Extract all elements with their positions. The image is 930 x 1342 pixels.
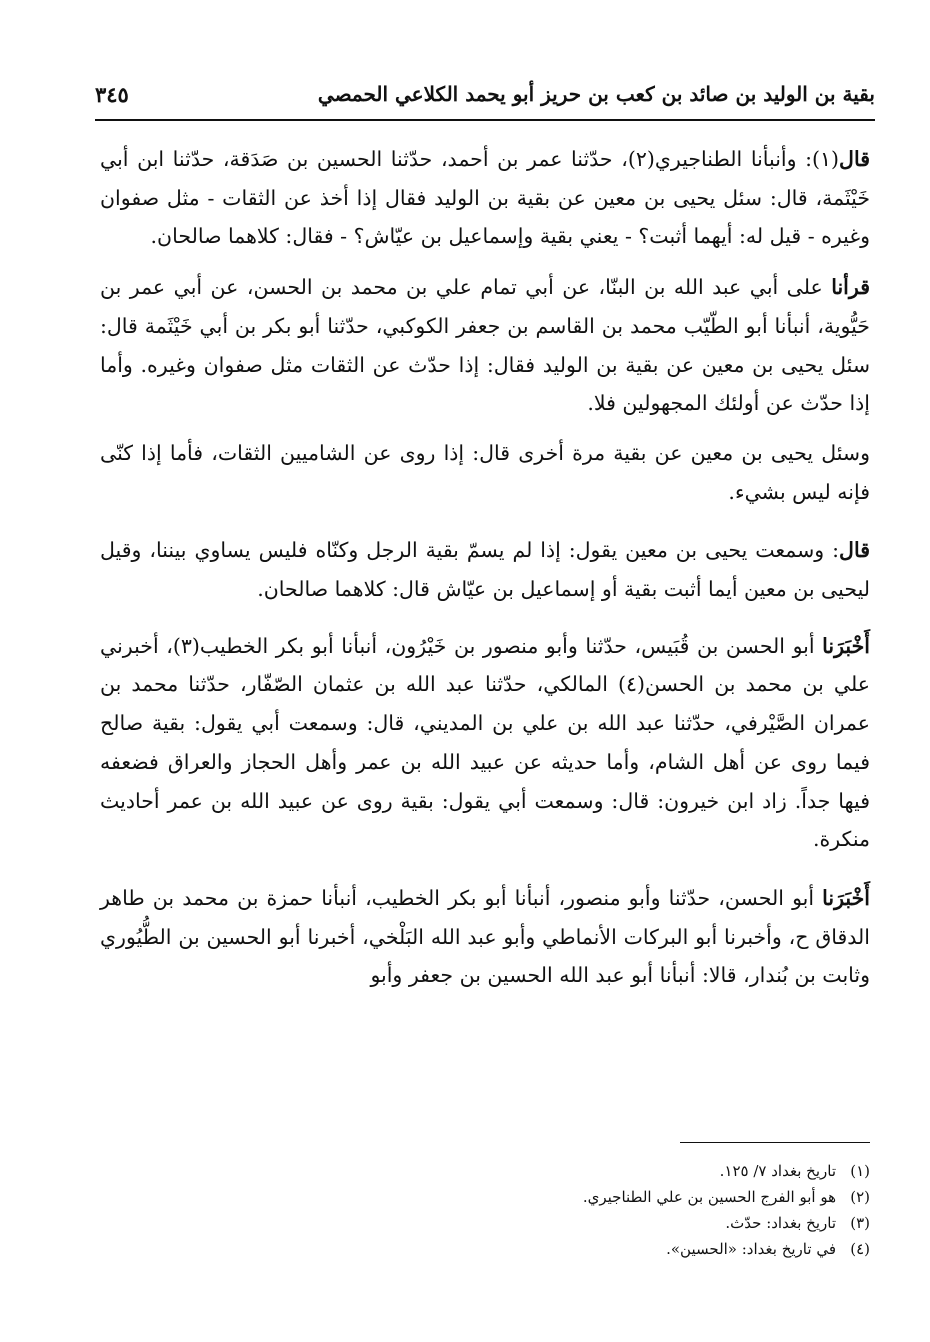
footnote-number: (٤) (850, 1240, 870, 1258)
footnote-text: هو أبو الفرج الحسين بن علي الطناجيري. (582, 1188, 836, 1206)
paragraph-3 (100, 434, 870, 511)
footnote-3 (100, 1210, 870, 1236)
paragraph-text: (١): وأنبأنا الطناجيري(٢)، حدّثنا عمر بن أحمد، حدّثنا الحسين بن صَدَقة، حدّثنا ابن أبي خَيْثَمة، قال: سئل يحيى بن معين عن بقية بن الوليد فقال إذا أخذ عن الثقات - مثل صفوان وغيره - قيل له: أيهما أثبت؟ - يعني بقية وإسماعيل بن عيّاش؟ - فقال: كلاهما صالحان. (100, 147, 870, 249)
header-title: بقية بن الوليد بن صائد بن كعب بن حريز أبو يحمد الكلاعي الحمصي (317, 82, 875, 106)
paragraph-lead: قال (839, 538, 870, 563)
footnotes (100, 1158, 870, 1262)
footnote-text: تاريخ بغداد ٧/ ١٢٥. (719, 1162, 836, 1180)
footnote-1 (100, 1158, 870, 1184)
paragraph-lead: أَخْبَرَنا (822, 885, 870, 910)
footnote-text: في تاريخ بغداد: «الحسين». (666, 1240, 836, 1258)
paragraph-2 (100, 268, 870, 423)
paragraph-lead: قال (839, 147, 870, 171)
paragraph-6 (100, 879, 870, 995)
running-header (95, 76, 875, 116)
footnote-2 (100, 1184, 870, 1210)
footnote-4 (100, 1236, 870, 1262)
header-rule (95, 119, 875, 121)
paragraph-4 (100, 531, 870, 608)
paragraph-text: : وسمعت يحيى بن معين يقول: إذا لم يسمّ بقية الرجل وكنّاه فليس يساوي بيننا، وقيل ليحيى بن معين أيما أثبت بقية أو إسماعيل بن عيّاش قال: كلاهما صالحان. (100, 538, 870, 602)
footnote-number: (٣) (850, 1214, 870, 1232)
paragraph-5 (100, 627, 870, 859)
paragraph-lead: أَخْبَرَنا (822, 633, 870, 658)
footnote-rule (680, 1142, 870, 1143)
page-number: ٣٤٥ (95, 82, 129, 107)
footnote-number: (٢) (850, 1188, 870, 1206)
footnote-text: تاريخ بغداد: حدّث. (725, 1214, 836, 1232)
paragraph-text: أبو الحسن، حدّثنا وأبو منصور، أنبأنا أبو بكر الخطيب، أنبأنا حمزة بن محمد بن طاهر الدقاق ح، وأخبرنا أبو البركات الأنماطي وأبو عبد الله البَلْخي، أخبرنا أبو الحسين بن الطُّيُوري وثابت بن بُندار، قالا: أنبأنا أبو عبد الله الحسين بن جعفر وأبو (100, 885, 870, 988)
paragraph-1 (100, 140, 870, 256)
paragraph-text: على أبي عبد الله بن البنّا، عن أبي تمام علي بن محمد بن الحسن، عن أبي عمر بن حَيُّوية، أنبأنا أبو الطّيّب محمد بن القاسم بن جعفر الكوكبي، حدّثنا أبو بكر بن أبي خَيْثَمة قال: سئل يحيى بن معين عن بقية بن الوليد فقال: إذا حدّث عن الثقات مثل صفوان وغيره. وأما إذا حدّث عن أولئك المجهولين فلا. (100, 275, 870, 416)
paragraph-text: أبو الحسن بن قُبَيس، حدّثنا وأبو منصور بن خَيْرُون، أنبأنا أبو بكر الخطيب(٣)، أخبرني علي بن محمد بن الحسن(٤) المالكي، حدّثنا عبد الله بن عثمان الصّفّار، حدّثنا محمد بن عمران الصَّيْرفي، حدّثنا عبد الله بن علي بن المديني، قال: وسمعت أبي يقول: بقية صالح فيما روى عن أهل الشام، وأما حديثه عن عبيد الله بن عمر وأهل الحجاز والعراق فضعفه فيها جداً. زاد ابن خيرون: قال: وسمعت أبي يقول: بقية روى عن عبيد الله بن عمر أحاديث منكرة. (100, 633, 870, 852)
main-text (100, 140, 870, 995)
paragraph-text: وسئل يحيى بن معين عن بقية مرة أخرى قال: إذا روى عن الشاميين الثقات، فأما إذا كنّى فإنه ليس بشيء. (100, 440, 870, 504)
paragraph-lead: قرأنا (831, 275, 870, 300)
footnote-number: (١) (850, 1162, 870, 1180)
